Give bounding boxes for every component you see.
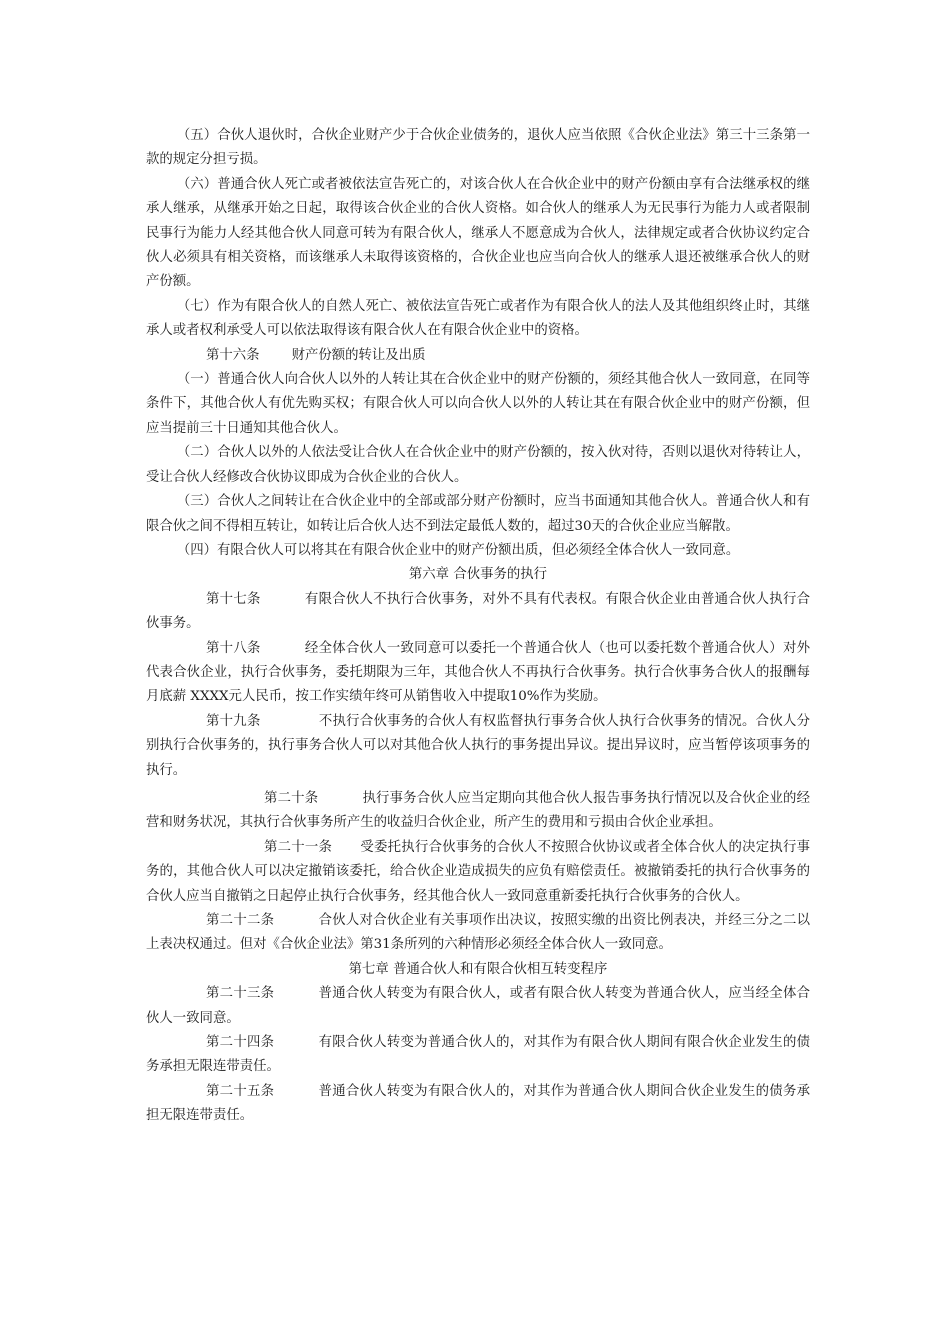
article-22	[146, 909, 810, 958]
article-number: 第二十五条	[206, 1083, 275, 1099]
article-number: 第十九条	[206, 713, 261, 729]
article-16-heading	[146, 344, 810, 368]
clause-16-4: （四）有限合伙人可以将其在有限合伙企业中的财产份额出质，但必须经全体合伙人一致同意。	[176, 542, 740, 558]
clause-7: （七）作为有限合伙人的自然人死亡、被依法宣告死亡或者作为有限合伙人的法人及其他组织终止时，其继承人或者权利承受人可以依法取得该有限合伙人在有限合伙企业中的资格。	[146, 298, 810, 339]
chapter-7-heading: 第七章 普通合伙人和有限合伙相互转变程序	[348, 961, 608, 977]
clause-16-1: （一）普通合伙人向合伙人以外的人转让其在合伙企业中的财产份额的，须经其他合伙人一致同意，在同等条件下，其他合伙人有优先购买权；有限合伙人可以向合伙人以外的人转让其在有限合伙企业中的财产份额，但应当提前三十日通知其他合伙人。	[146, 372, 810, 436]
article-text: 普通合伙人转变为有限合伙人的，对其作为普通合伙人期间合伙企业发生的债务承担无限连带责任。	[146, 1083, 811, 1124]
article-24	[146, 1031, 810, 1080]
article-title: 财产份额的转让及出质	[291, 347, 426, 363]
article-text: 有限合伙人不执行合伙事务，对外不具有代表权。有限合伙企业由普通合伙人执行合伙事务。	[146, 591, 811, 632]
clause-5: （五）合伙人退伙时，合伙企业财产少于合伙企业债务的，退伙人应当依照《合伙企业法》第三十三条第一款的规定分担亏损。	[146, 128, 810, 168]
article-text: 合伙人对合伙企业有关事项作出决议，按照实缴的出资比例表决，并经三分之二以上表决权通过。但对《合伙企业法》第31条所列的六种情形必须经全体合伙人一致同意。	[146, 913, 811, 953]
article-text: 执行事务合伙人应当定期向其他合伙人报告事务执行情况以及合伙企业的经营和财务状况，其执行合伙事务所产生的收益归合伙企业，所产生的费用和亏损由合伙企业承担。	[146, 790, 811, 831]
article-number: 第十七条	[206, 591, 261, 607]
article-19	[146, 710, 810, 783]
article-text: 经全体合伙人一致同意可以委托一个普通合伙人（也可以委托数个普通合伙人）对外代表合伙企业，执行合伙事务，委托期限为三年，其他合伙人不再执行合伙事务。执行合伙事务合伙人的报酬每月底薪 XXXX元人民币，按工作实绩年终可从销售收入中提取10%作为奖励。	[146, 640, 811, 705]
article-25	[146, 1080, 810, 1129]
article-text: 有限合伙人转变为普通合伙人的，对其作为有限合伙人期间有限合伙企业发生的债务承担无限连带责任。	[146, 1035, 811, 1075]
article-number: 第十六条	[206, 347, 260, 363]
article-23	[146, 982, 810, 1031]
article-number: 第二十一条	[264, 839, 333, 855]
clause-6: （六）普通合伙人死亡或者被依法宣告死亡的，对该合伙人在合伙企业中的财产份额由享有合法继承权的继承人继承，从继承开始之日起，取得该合伙企业的合伙人资格。如合伙人的继承人为无民事行为能力人或者限制民事行为能力人经其他合伙人同意可转为有限合伙人，继承人不愿意成为合伙人，法律规定或者合伙协议约定合伙人必须具有相关资格，而该继承人未取得该资格的，合伙企业也应当向合伙人的继承人退还被继承合伙人的财产份额。	[146, 176, 810, 290]
article-text: 不执行合伙事务的合伙人有权监督执行事务合伙人执行合伙事务的情况。合伙人分别执行合伙事务的，执行事务合伙人可以对其他合伙人执行的事务提出异议。提出异议时，应当暂停该项事务的执行。	[146, 713, 811, 778]
article-text: 普通合伙人转变为有限合伙人，或者有限合伙人转变为普通合伙人，应当经全体合伙人一致同意。	[146, 986, 811, 1026]
article-number: 第二十二条	[206, 913, 275, 928]
article-17	[146, 588, 810, 637]
article-number: 第二十四条	[206, 1035, 275, 1051]
article-number: 第二十三条	[206, 986, 275, 1002]
clause-16-2: （二）合伙人以外的人依法受让合伙人在合伙企业中的财产份额的，按入伙对待，否则以退伙对待转让人，受让合伙人经修改合伙协议即成为合伙企业的合伙人。	[146, 445, 810, 485]
clause-16-3: （三）合伙人之间转让在合伙企业中的全部或部分财产份额时，应当书面通知其他合伙人。普通合伙人和有限合伙之间不得相互转让，如转让后合伙人达不到法定最低人数的，超过30天的合伙企业应当解散。	[146, 494, 810, 534]
article-number: 第二十条	[264, 790, 319, 806]
document-page	[146, 124, 810, 1129]
article-18	[146, 637, 810, 710]
chapter-6-heading: 第六章 合伙事务的执行	[408, 567, 548, 583]
article-21	[146, 836, 810, 909]
article-number: 第十八条	[206, 640, 261, 656]
article-text: 受委托执行合伙事务的合伙人不按照合伙协议或者全体合伙人的决定执行事务的，其他合伙人可以决定撤销该委托，给合伙企业造成损失的应负有赔偿责任。被撤销委托的执行合伙事务的合伙人应当自撤销之日起停止执行合伙事务，经其他合伙人一致同意重新委托执行合伙事务的合伙人。	[146, 839, 811, 904]
article-20	[146, 787, 810, 836]
